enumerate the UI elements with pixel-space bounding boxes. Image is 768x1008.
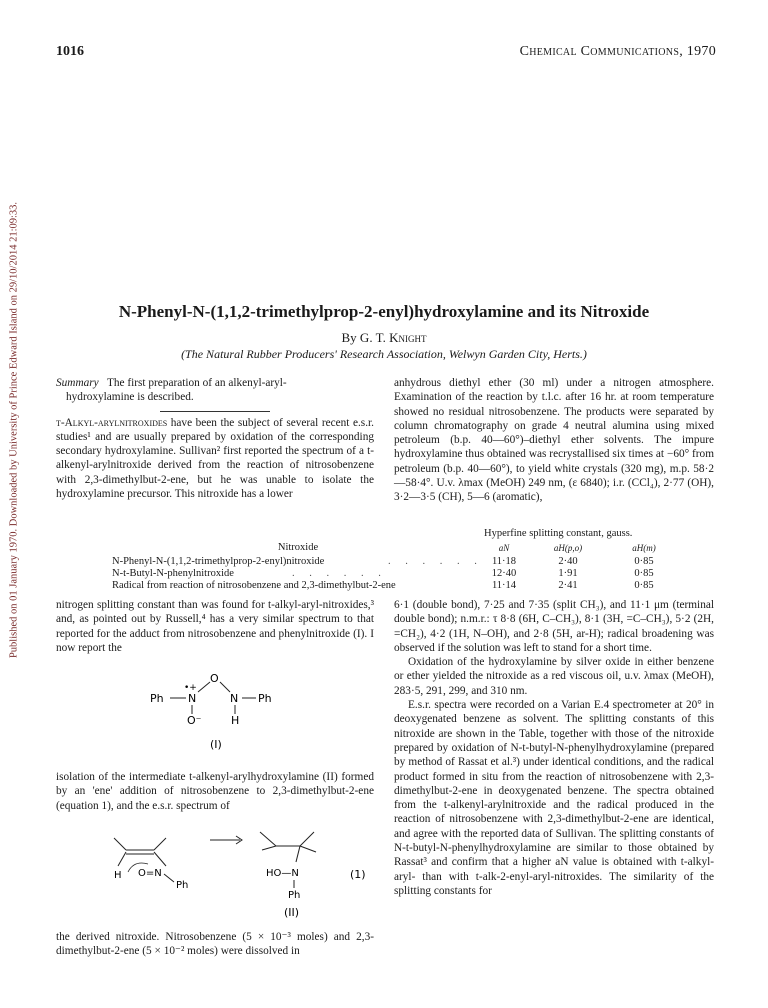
intro-paragraph — [56, 416, 374, 502]
cell-aho: 1·91 — [558, 568, 578, 579]
right-column-top — [394, 376, 714, 505]
table-row — [112, 556, 724, 568]
struct-I-label: (I) — [210, 738, 222, 751]
summary — [56, 376, 374, 405]
equation-1 — [100, 820, 374, 920]
eq-ph2: Ph — [288, 890, 301, 901]
article-title: N-Phenyl-N-(1,1,2-trimethylprop-2-enyl)hydroxylamine and its Nitroxide — [118, 302, 650, 321]
left-column-mid — [56, 770, 374, 813]
left-column-end — [56, 930, 374, 959]
struct-I-radical-dot: •+ — [184, 683, 197, 693]
intro-lead: t-Alkyl-arylnitroxides — [56, 416, 168, 429]
nmr-paragraph: 6·1 (double bond), 7·25 and 7·35 (split CH₃), and 11·1 μm (terminal double bond); n.m.r.: τ 8·8 (6H, C–CH₃), 8·1 (3H, =C–CH₃), 5·2 (2H, =CH₂), 4·2 (1H, N–OH), and 2·8 (5H, ar-H); radical broadening was observed if the solution was left to stand for a short time. — [394, 599, 714, 654]
struct-I-ph-left: Ph — [150, 692, 164, 705]
byline — [0, 330, 768, 346]
table-header-row — [112, 542, 724, 554]
col-header-an: aN — [498, 543, 510, 553]
eq-label-II: (II) — [284, 906, 300, 919]
eq-h: H — [114, 870, 122, 881]
cell-ahm: 0·85 — [634, 556, 654, 567]
summary-label: Summary — [56, 377, 99, 389]
left-column-top — [56, 376, 374, 501]
struct-I-n-left: N — [188, 692, 197, 705]
cell-an: 12·40 — [491, 568, 517, 579]
publication-note: Published on 01 January 1970. Downloaded by University of Prince Edward Island on 29/10/2014 21:09:33. — [8, 201, 20, 659]
cell-an: 11·18 — [491, 556, 517, 567]
structure-I-drawing — [150, 668, 290, 754]
eq-ho-n: HO—N — [266, 868, 299, 879]
table-row — [112, 568, 724, 580]
row-name: N-t-Butyl-N-phenylnitroxide — [112, 568, 234, 579]
equation-1-drawing — [100, 820, 374, 920]
leader-dots: . . . . . . — [292, 568, 387, 579]
row-name: Radical from reaction of nitrosobenzene and 2,3-dimethylbut-2-ene — [112, 580, 396, 591]
byline-by: By G. T. — [341, 330, 386, 345]
col-header-nitroxide: Nitroxide — [277, 542, 319, 553]
leader-dots: . . . . . . — [388, 556, 483, 567]
col-header-aho: aH(p,o) — [553, 543, 583, 553]
side-note — [4, 150, 24, 710]
table-group-header: Hyperfine splitting constant, gauss. — [484, 528, 633, 539]
eq-number: (1) — [350, 868, 366, 881]
nitrogen-paragraph: nitrogen splitting constant than was found for t-alkyl-aryl-nitroxides,³ and, as pointed out by Russell,⁴ has a very similar spectrum to that reported for the adduct from nitrosobenzene and phenylnitroxide (I). I now report the — [56, 599, 374, 654]
cell-ahm: 0·85 — [634, 580, 654, 591]
table-row — [112, 580, 724, 592]
cell-aho: 2·41 — [558, 580, 578, 591]
summary-cont: hydroxylamine is described. — [66, 391, 194, 404]
left-column-bottom — [56, 598, 374, 655]
page-number: 1016 — [56, 44, 84, 59]
intro-text: have been the subject of several recent e.s.r. studies¹ and are usually prepared by oxidation of the corresponding secondary hydroxylamine. Sullivan² first reported the spectrum of a t-alkenyl-arylnitroxide derived from the reaction of nitrosobenzene with 2,3-dimethylbut-2-ene, but he was unable to isolate the hydroxylamine precursor. This nitroxide has a lower — [56, 416, 374, 501]
derived-nitroxide-paragraph: the derived nitroxide. Nitrosobenzene (5 × 10⁻³ moles) and 2,3-dimethylbut-2-ene (5 × 10⁻² moles) were dissolved in — [56, 931, 374, 958]
cell-ahm: 0·85 — [634, 568, 654, 579]
struct-I-o-top: O — [210, 672, 219, 685]
oxidation-paragraph: Oxidation of the hydroxylamine by silver oxide in either benzene or ether yielded the nitroxide as a red viscous oil, u.v. λmax (MeOH), 283·5, 291, 299, and 310 nm. — [394, 656, 714, 697]
affiliation: (The Natural Rubber Producers' Research Association, Welwyn Garden City, Herts.) — [181, 347, 587, 361]
cell-an: 11·14 — [491, 580, 517, 591]
summary-text: The first preparation of an alkenyl-aryl- — [106, 377, 287, 389]
structure-I — [150, 668, 290, 754]
struct-I-h: H — [231, 714, 240, 727]
isolation-paragraph: isolation of the intermediate t-alkenyl-arylhydroxylamine (II) formed by an 'ene' addition of nitrosobenzene to 2,3-dimethylbut-2-ene (equation 1), and the e.s.r. spectrum of — [56, 771, 374, 812]
right-column-bottom — [394, 598, 714, 898]
author-name: Knight — [389, 330, 427, 345]
eq-oen: O=N — [138, 868, 162, 879]
journal-title: Chemical Communications, 1970 — [519, 44, 716, 59]
struct-I-ph-right: Ph — [258, 692, 272, 705]
struct-I-n-right: N — [230, 692, 239, 705]
row-name: N-Phenyl-N-(1,1,2-trimethylprop-2-enyl)nitroxide — [112, 556, 325, 567]
esr-paragraph: E.s.r. spectra were recorded on a Varian E.4 spectrometer at 20° in deoxygenated benzene as solvent. The splitting constants of this nitroxide are shown in the Table, together with those of the nitroxide prepared by oxidation of N-t-butyl-N-phenylhydroxylamine (prepared by method of Rassat et al.³) under identical conditions, and the radical product formed in situ from the reaction of nitrosobenzene with 2,3-dimethylbut-2-ene in deoxygenated benzene. The spectra obtained from the t-alkenyl-arylnitroxide and the radical produced in the reaction of nitrosobenzene with 2,3-dimethylbut-2-ene are identical, and agree with the reported data of Sullivan. The splitting constants of N-t-butyl-N-phenylhydroxylamine are similar to those obtained by Rassat³ and confirm that a higher aN value is obtained with t-alkyl-aryl- than with t-alk-2-enyl-aryl-nitroxides. The similarity of the splitting constants for — [394, 699, 714, 897]
experimental-paragraph: anhydrous diethyl ether (30 ml) under a nitrogen atmosphere. Examination of the reaction by t.l.c. after 16 hr. at room temperature showed no residual nitrosobenzene. The products were separated by column chromatography on grade 4 neutral alumina using mixed petroleum (b.p. 40—60°)–diethyl ether solvents. The impure hydroxylamine thus obtained was recrystallised six times at −60° from petroleum (b.p. 40—60°), to yield white crystals (320 mg), m.p. 58·2—58·4°. U.v. λmax (MeOH) 249 nm, (ε 6840); i.r. (CCl₄), 2·77 (OH), 3·2—3·5 (CH), 5—6 (aromatic), — [394, 377, 714, 504]
eq-ph: Ph — [176, 880, 189, 891]
struct-I-o-minus: O⁻ — [187, 714, 202, 727]
col-header-ahm: aH(m) — [632, 543, 656, 553]
divider-rule — [160, 411, 270, 412]
cell-aho: 2·40 — [558, 556, 578, 567]
